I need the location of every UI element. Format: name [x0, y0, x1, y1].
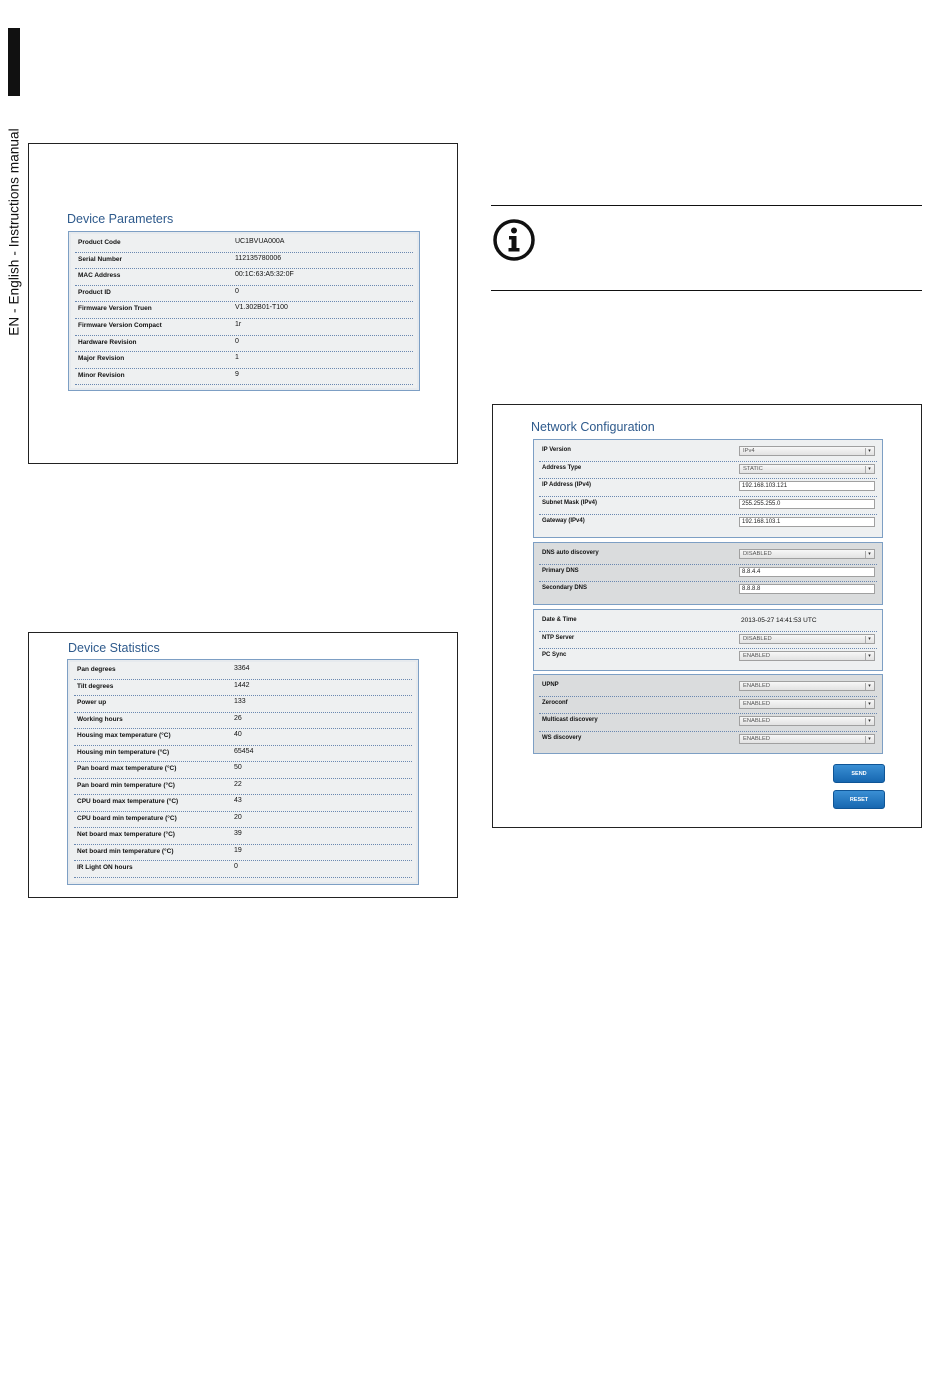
- param-label: Minor Revision: [78, 371, 125, 379]
- param-value: 3364: [234, 665, 250, 672]
- param-value: 50: [234, 764, 242, 771]
- setting-label: Primary DNS: [542, 567, 579, 574]
- param-label: Power up: [77, 699, 107, 706]
- param-label: Pan degrees: [77, 666, 116, 673]
- param-row-product-id: [75, 285, 413, 303]
- param-value: 20: [234, 813, 242, 821]
- ws-discovery-select[interactable]: [739, 734, 875, 744]
- param-label: CPU board max temperature (°C): [77, 798, 179, 805]
- ip-address-ipv4-input[interactable]: 192.168.103.121: [739, 481, 875, 491]
- setting-label: Subnet Mask (IPv4): [542, 500, 598, 507]
- device-statistics-panel: [67, 659, 419, 885]
- select-value: DISABLED: [743, 551, 772, 557]
- dns-auto-discovery-select[interactable]: [739, 549, 875, 559]
- param-row-power-up: [74, 695, 412, 713]
- ip-version-select[interactable]: [739, 446, 875, 456]
- setting-label: Secondary DNS: [542, 585, 588, 592]
- address-type-select[interactable]: [739, 464, 875, 474]
- setting-row-subnet-mask-ipv4: [539, 496, 877, 515]
- param-row-firmware-version-compact: [75, 318, 413, 336]
- setting-label: UPNP: [542, 682, 559, 688]
- param-row-serial-number: [75, 252, 413, 270]
- dropdown-arrow-icon[interactable]: ▾: [865, 718, 873, 725]
- param-row-housing-min-temperature-c: [74, 745, 412, 763]
- param-value: 1: [235, 354, 239, 362]
- param-label: Pan board max temperature (°C): [77, 765, 177, 772]
- select-value: ENABLED: [743, 683, 771, 689]
- dropdown-arrow-icon[interactable]: ▾: [865, 448, 873, 455]
- setting-row-ws-discovery: [539, 731, 877, 749]
- param-label: Hardware Revision: [78, 338, 137, 346]
- param-row-net-board-min-temperature-c: [74, 844, 412, 862]
- network-configuration-title: Network Configuration: [531, 420, 655, 434]
- param-value: UC1BVUA000A: [235, 238, 285, 245]
- param-value: 19: [234, 846, 242, 854]
- param-label: MAC Address: [78, 272, 121, 280]
- param-label: IR Light ON hours: [77, 864, 133, 871]
- param-label: Housing min temperature (°C): [77, 748, 170, 756]
- pc-sync-select[interactable]: [739, 651, 875, 661]
- param-label: Product ID: [78, 288, 111, 296]
- time-settings-group: [533, 609, 883, 671]
- primary-dns-input[interactable]: 8.8.4.4: [739, 567, 875, 577]
- setting-row-gateway-ipv4: [539, 514, 877, 532]
- param-row-hardware-revision: [75, 335, 413, 353]
- setting-row-secondary-dns: [539, 581, 877, 599]
- send-button[interactable]: SEND: [833, 764, 885, 783]
- param-label: Major Revision: [78, 355, 125, 363]
- param-label: Working hours: [77, 715, 123, 723]
- dropdown-arrow-icon[interactable]: ▾: [865, 701, 873, 708]
- gateway-ipv4-input[interactable]: 192.168.103.1: [739, 517, 875, 527]
- date-time-value: 2013-05-27 14:41:53 UTC: [741, 617, 817, 624]
- param-row-working-hours: [74, 712, 412, 730]
- param-label: CPU board min temperature (°C): [77, 814, 177, 822]
- device-parameters-panel: [68, 231, 420, 391]
- param-row-cpu-board-max-temperature-c: [74, 794, 412, 812]
- setting-row-pc-sync: [539, 648, 877, 666]
- select-value: DISABLED: [743, 635, 772, 642]
- setting-row-zeroconf: [539, 696, 877, 715]
- discovery-settings-group: [533, 674, 883, 754]
- param-row-net-board-max-temperature-c: [74, 827, 412, 845]
- param-value: 0: [235, 337, 239, 345]
- param-label: Net board min temperature (°C): [77, 847, 174, 855]
- select-value: ENABLED: [743, 653, 771, 660]
- param-row-pan-board-max-temperature-c: [74, 761, 412, 779]
- network-configuration-screenshot: [492, 404, 922, 828]
- ntp-server-select[interactable]: [739, 634, 875, 644]
- dropdown-arrow-icon[interactable]: ▾: [865, 466, 873, 473]
- param-value: 26: [234, 714, 242, 722]
- param-value: 43: [234, 797, 242, 804]
- setting-label: Zeroconf: [542, 699, 568, 706]
- param-value: 1r: [235, 321, 242, 328]
- dropdown-arrow-icon[interactable]: ▾: [865, 636, 873, 643]
- param-value: 65454: [234, 747, 254, 755]
- section-tab-marker: [8, 28, 20, 96]
- manual-side-label: EN - English - Instructions manual: [6, 128, 22, 336]
- setting-row-address-type: [539, 461, 877, 480]
- subnet-mask-ipv4-input[interactable]: 255.255.255.0: [739, 499, 875, 509]
- device-parameters-title: Device Parameters: [67, 212, 174, 226]
- param-row-ir-light-on-hours: [74, 860, 412, 878]
- param-value: 0: [234, 863, 238, 870]
- select-value: STATIC: [743, 465, 763, 472]
- dropdown-arrow-icon[interactable]: ▾: [865, 683, 873, 690]
- param-row-pan-board-min-temperature-c: [74, 778, 412, 796]
- setting-row-primary-dns: [539, 564, 877, 583]
- setting-row-ip-address-ipv4: [539, 478, 877, 497]
- info-icon: [491, 217, 537, 263]
- param-value: 112135780006: [235, 254, 282, 262]
- device-parameters-screenshot: [28, 143, 458, 464]
- param-row-cpu-board-min-temperature-c: [74, 811, 412, 829]
- param-label: Serial Number: [78, 255, 123, 263]
- setting-row-ip-version: [539, 443, 877, 462]
- param-row-minor-revision: [75, 368, 413, 386]
- param-label: Tilt degrees: [77, 682, 114, 690]
- setting-label: PC Sync: [542, 652, 567, 659]
- setting-label: IP Address (IPv4): [542, 482, 592, 489]
- setting-label: Address Type: [542, 464, 582, 471]
- param-value: 40: [234, 731, 242, 738]
- note-bottom-rule: [491, 290, 922, 291]
- param-row-product-code: [75, 235, 413, 253]
- param-value: V1.302B01-T100: [235, 304, 288, 312]
- param-row-pan-degrees: [74, 662, 412, 680]
- secondary-dns-input[interactable]: 8.8.8.8: [739, 584, 875, 594]
- select-value: ENABLED: [743, 700, 771, 707]
- ip-settings-group: [533, 439, 883, 538]
- reset-button[interactable]: RESET: [833, 790, 885, 809]
- param-value: 1442: [234, 681, 250, 689]
- param-value: 00:1C:63:A5:32:0F: [235, 271, 294, 279]
- multicast-discovery-select[interactable]: [739, 716, 875, 726]
- setting-row-date-time: [539, 613, 877, 632]
- setting-label: WS discovery: [542, 735, 582, 742]
- upnp-select[interactable]: [739, 681, 875, 691]
- setting-label: Multicast discovery: [542, 717, 598, 724]
- param-label: Firmware Version Compact: [78, 322, 162, 329]
- param-row-major-revision: [75, 351, 413, 369]
- param-label: Pan board min temperature (°C): [77, 781, 175, 789]
- dropdown-arrow-icon[interactable]: ▾: [865, 551, 873, 558]
- param-value: 9: [235, 370, 239, 378]
- param-label: Housing max temperature (°C): [77, 732, 171, 739]
- select-value: ENABLED: [743, 718, 771, 725]
- note-top-rule: [491, 205, 922, 206]
- setting-row-dns-auto-discovery: [539, 546, 877, 565]
- param-value: 0: [235, 287, 239, 295]
- param-label: Firmware Version Truen: [78, 305, 152, 313]
- param-row-housing-max-temperature-c: [74, 728, 412, 746]
- param-label: Net board max temperature (°C): [77, 831, 175, 838]
- param-label: Product Code: [78, 239, 121, 246]
- param-row-mac-address: [75, 268, 413, 286]
- select-value: ENABLED: [743, 736, 771, 743]
- param-value: 133: [234, 698, 246, 705]
- dropdown-arrow-icon[interactable]: ▾: [865, 736, 873, 743]
- param-value: 22: [234, 780, 242, 788]
- setting-label: DNS auto discovery: [542, 550, 599, 556]
- setting-label: Gateway (IPv4): [542, 517, 585, 524]
- param-row-tilt-degrees: [74, 679, 412, 697]
- device-statistics-screenshot: [28, 632, 458, 898]
- zeroconf-select[interactable]: [739, 699, 875, 709]
- setting-row-upnp: [539, 678, 877, 697]
- param-row-firmware-version-truen: [75, 301, 413, 319]
- select-value: IPv4: [743, 448, 755, 454]
- dropdown-arrow-icon[interactable]: ▾: [865, 653, 873, 660]
- setting-label: Date & Time: [542, 617, 577, 623]
- setting-label: IP Version: [542, 447, 571, 453]
- dns-settings-group: [533, 542, 883, 605]
- setting-label: NTP Server: [542, 634, 575, 641]
- setting-row-ntp-server: [539, 631, 877, 650]
- setting-row-multicast-discovery: [539, 713, 877, 732]
- param-value: 39: [234, 830, 242, 837]
- device-statistics-title: Device Statistics: [68, 641, 160, 655]
